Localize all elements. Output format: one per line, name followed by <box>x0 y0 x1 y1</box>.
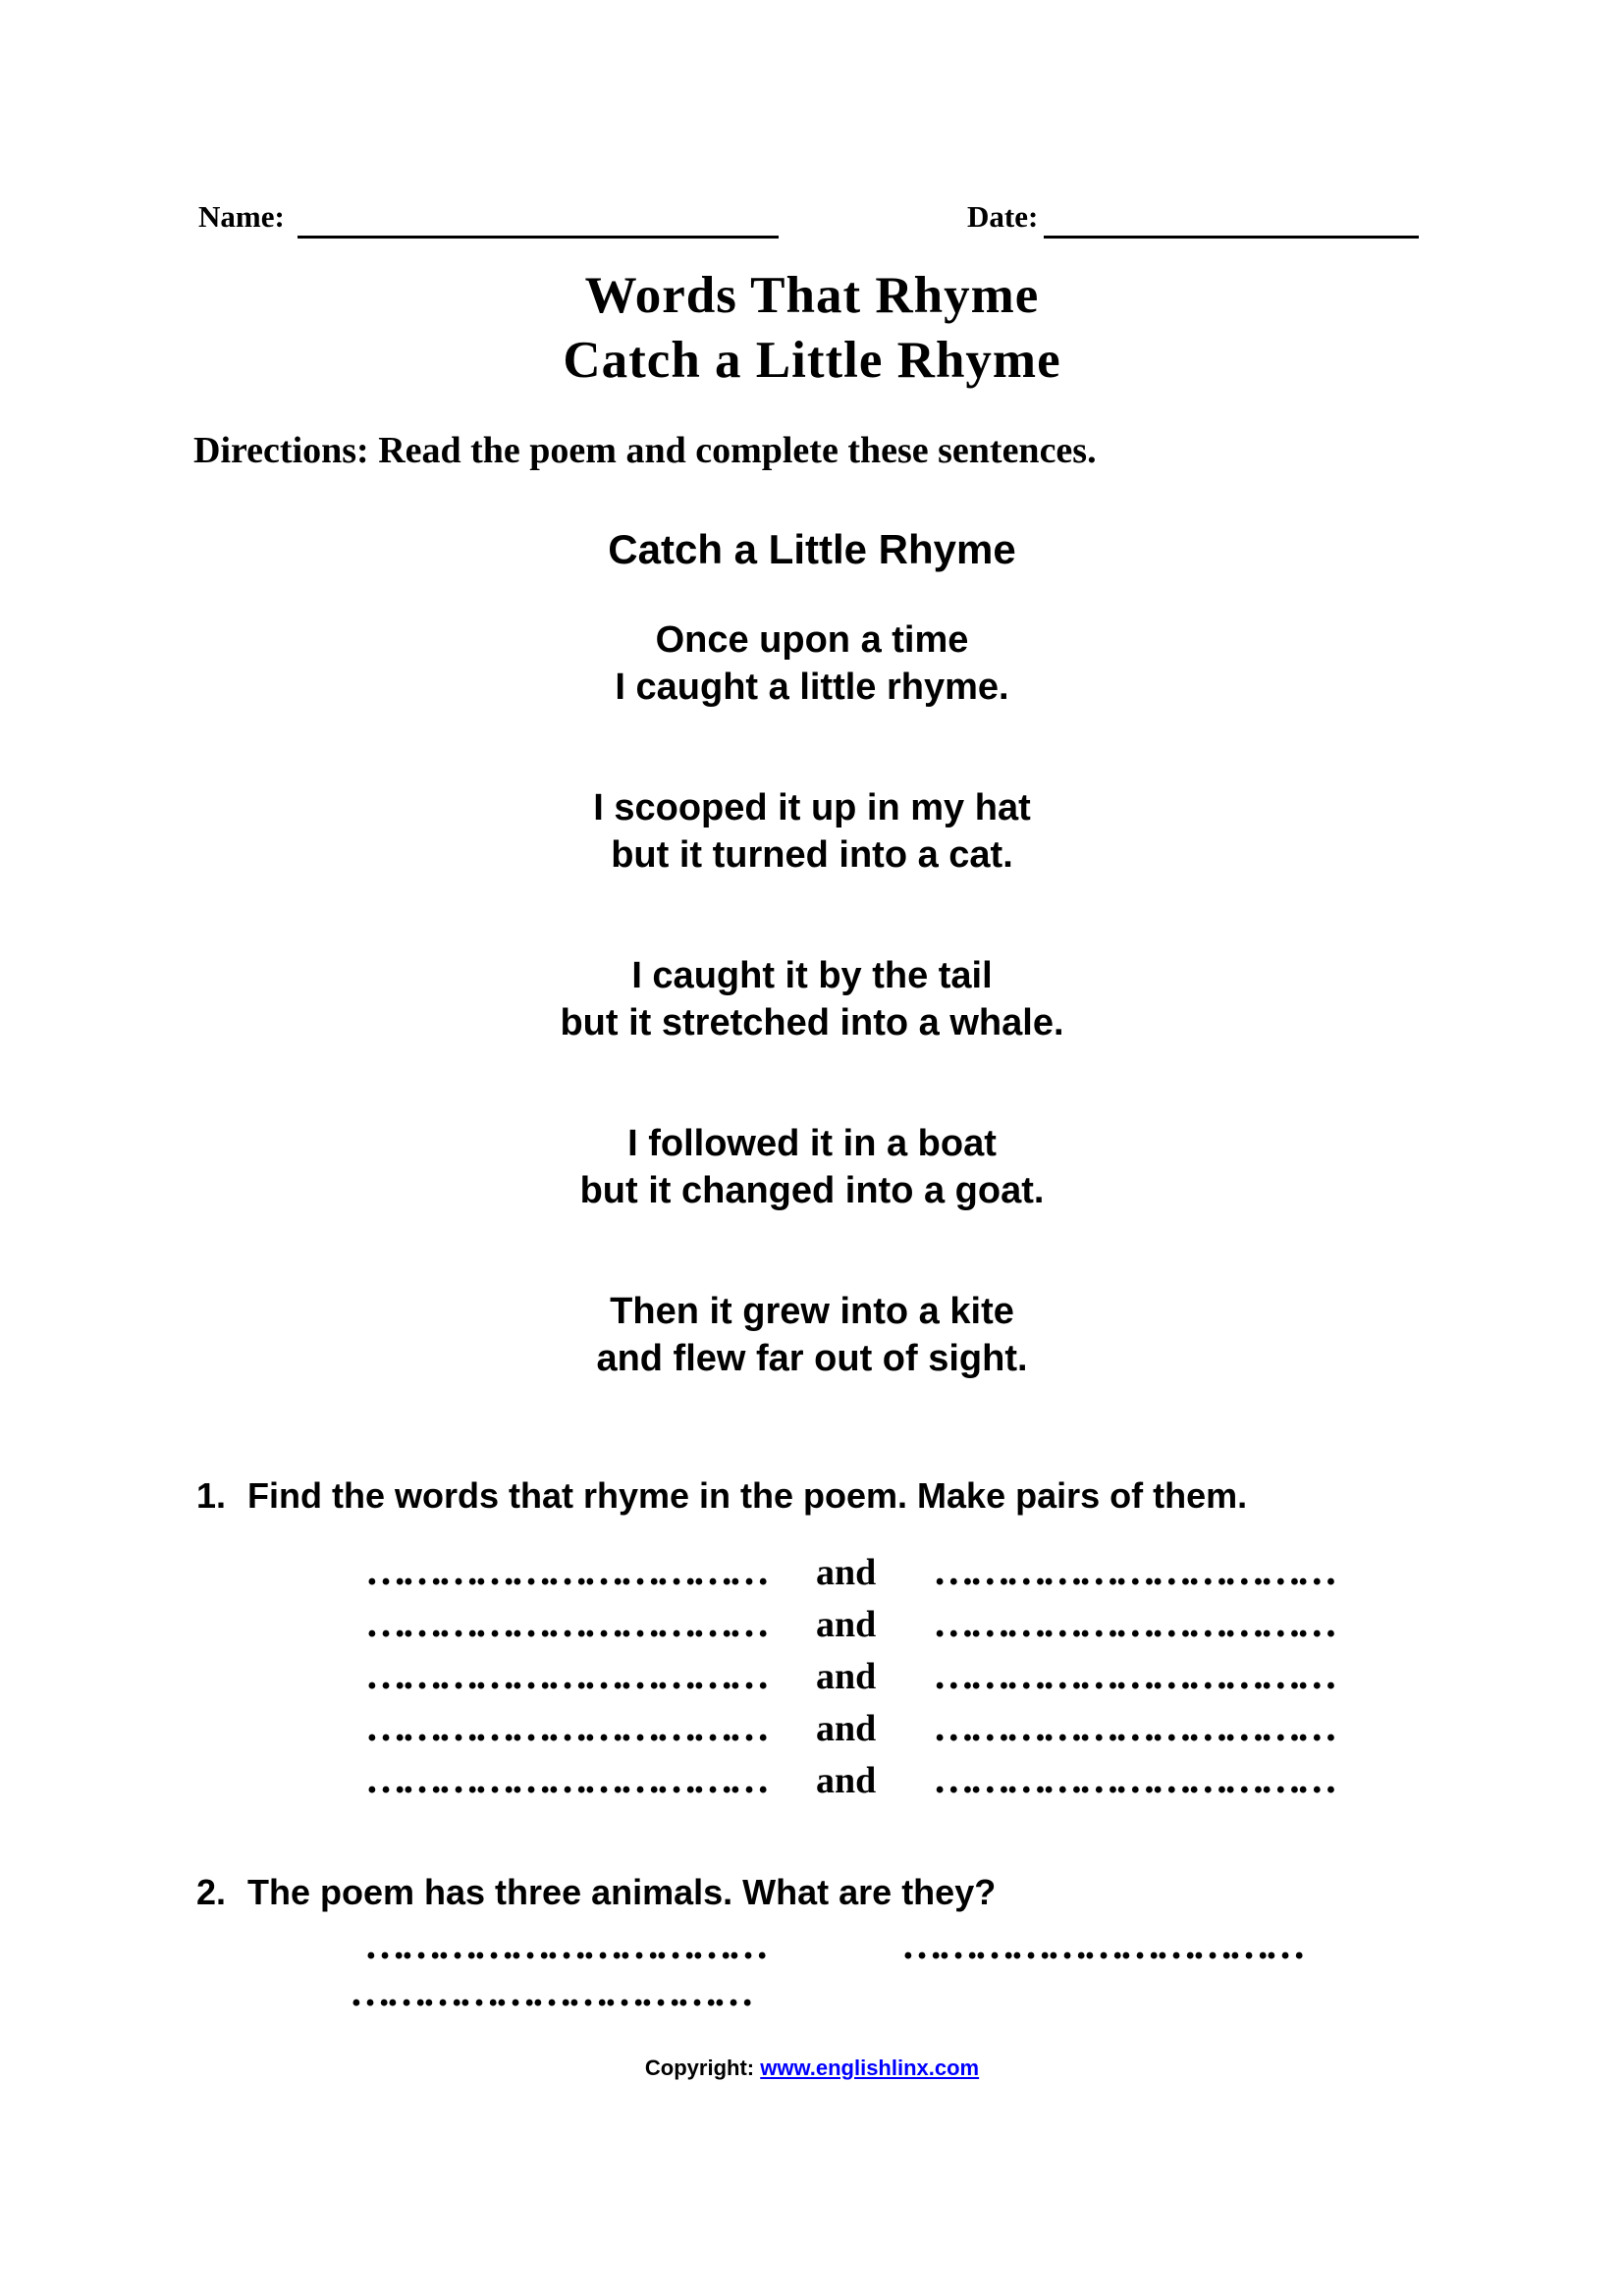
pair-2-left-answer-line[interactable]: …………………………… <box>365 1601 765 1646</box>
pair-5-left-answer-line[interactable]: …………………………… <box>365 1757 765 1802</box>
question-2-answer-line-2[interactable]: …………………………… <box>901 1923 1301 1968</box>
copyright-label: Copyright: <box>644 2056 755 2080</box>
poem-line: Then it grew into a kite <box>610 1291 1014 1332</box>
poem-line: I followed it in a boat <box>627 1123 997 1164</box>
pair-2-right-answer-line[interactable]: …………………………… <box>933 1601 1333 1646</box>
rhyme-pairs <box>365 1548 1332 1808</box>
pair-2-connector: and <box>816 1604 877 1645</box>
pair-1-left-answer-line[interactable]: …………………………… <box>365 1549 765 1594</box>
poem-title: Catch a Little Rhyme <box>608 526 1016 572</box>
pair-3-connector: and <box>816 1656 877 1697</box>
poem-stanza-4 <box>0 1120 1624 1214</box>
poem-line: but it turned into a cat. <box>611 834 1013 876</box>
pair-5-right-answer-line[interactable]: …………………………… <box>933 1757 1333 1802</box>
question-2-answer-line-3[interactable]: …………………………… <box>350 1970 749 2015</box>
pair-4-connector: and <box>816 1708 877 1749</box>
question-1 <box>196 1475 1247 1517</box>
question-1-text: Find the words that rhyme in the poem. Make pairs of them. <box>247 1475 1248 1516</box>
worksheet-title <box>0 263 1624 393</box>
question-2-text: The poem has three animals. What are they? <box>247 1872 997 1912</box>
pair-row-5 <box>365 1756 1332 1808</box>
pair-1-right-answer-line[interactable]: …………………………… <box>933 1549 1333 1594</box>
pair-row-1 <box>365 1548 1332 1600</box>
pair-3-right-answer-line[interactable]: …………………………… <box>933 1653 1333 1698</box>
name-write-line[interactable] <box>298 202 779 239</box>
date-label: Date: <box>967 199 1039 234</box>
question-2 <box>196 1872 996 1913</box>
poem-stanza-5 <box>0 1288 1624 1382</box>
worksheet-title-line-1: Words That Rhyme <box>584 267 1040 324</box>
worksheet-title-line-2: Catch a Little Rhyme <box>563 332 1061 389</box>
question-1-number: 1. <box>196 1475 227 1516</box>
poem-body <box>0 616 1624 1456</box>
copyright-footer <box>0 2056 1624 2081</box>
poem-line: and flew far out of sight. <box>596 1338 1028 1379</box>
question-2-answer-line-1[interactable]: …………………………… <box>364 1923 764 1968</box>
pair-row-3 <box>365 1652 1332 1704</box>
poem-line: I caught a little rhyme. <box>615 667 1009 708</box>
pair-row-2 <box>365 1600 1332 1652</box>
poem-stanza-1 <box>0 616 1624 711</box>
pair-4-right-answer-line[interactable]: …………………………… <box>933 1705 1333 1750</box>
copyright-link[interactable]: www.englishlinx.com <box>760 2056 980 2080</box>
poem-line: Once upon a time <box>655 619 969 661</box>
pair-row-4 <box>365 1704 1332 1756</box>
poem-line: I scooped it up in my hat <box>593 787 1031 828</box>
question-2-number: 2. <box>196 1872 227 1912</box>
name-label: Name: <box>198 199 285 234</box>
directions-text: Directions: Read the poem and complete these sentences. <box>193 430 1097 471</box>
pair-4-left-answer-line[interactable]: …………………………… <box>365 1705 765 1750</box>
poem-line: but it stretched into a whale. <box>560 1002 1064 1043</box>
date-write-line[interactable] <box>1044 202 1419 239</box>
pair-1-connector: and <box>816 1552 877 1593</box>
poem-stanza-3 <box>0 952 1624 1046</box>
pair-3-left-answer-line[interactable]: …………………………… <box>365 1653 765 1698</box>
poem-line: but it changed into a goat. <box>579 1170 1045 1211</box>
poem-stanza-2 <box>0 784 1624 879</box>
poem-line: I caught it by the tail <box>631 955 993 996</box>
pair-5-connector: and <box>816 1760 877 1801</box>
